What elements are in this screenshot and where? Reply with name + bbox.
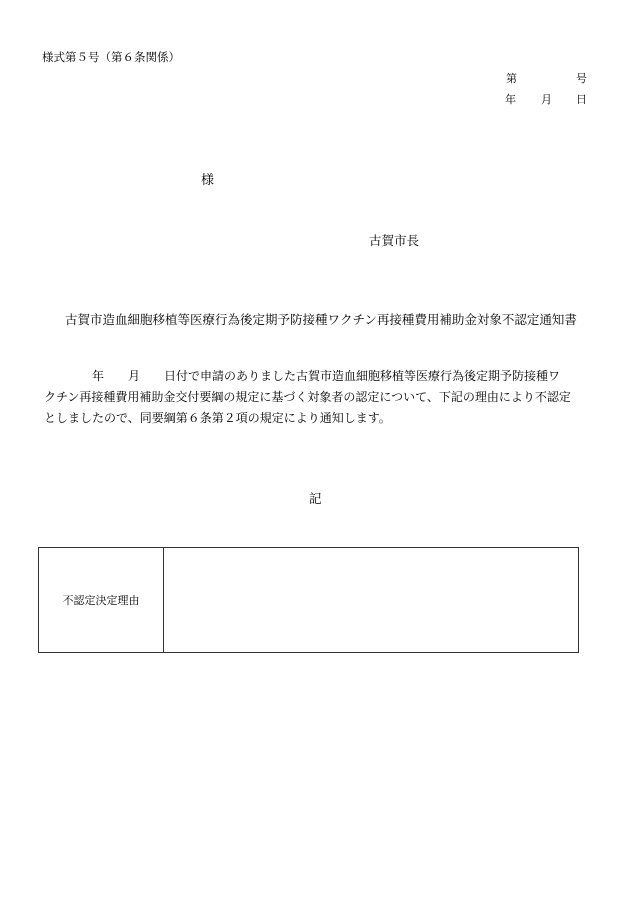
addressee-honorific: 様 (201, 173, 215, 188)
reason-label: 不認定決定理由 (62, 594, 140, 607)
reason-value-cell[interactable] (164, 548, 578, 652)
form-number-label: 様式第５号（第６条関係） (42, 50, 180, 64)
notice-body-line: クチン再接種費用補助金交付要綱の規定に基づく対象者の認定について、下記の理由により不認定 (44, 390, 571, 404)
reason-table (38, 547, 579, 653)
document-title: 古賀市造血細胞移植等医療行為後定期予防接種ワクチン再接種費用補助金対象不認定通知書 (65, 312, 577, 327)
notice-body-line: 年 月 日付で申請のありました古賀市造血細胞移植等医療行為後定期予防接種ワ (44, 369, 561, 383)
notice-body-line: としましたので、同要綱第６条第２項の規定により通知します。 (44, 411, 391, 425)
notice-body (44, 366, 592, 429)
number-suffix: 号 (576, 72, 587, 85)
issuer-name: 古賀市長 (369, 233, 420, 248)
date-month-label: 月 (541, 93, 552, 106)
date-year-label: 年 (505, 93, 516, 106)
ki-heading: 記 (309, 491, 322, 506)
date-day-label: 日 (576, 93, 587, 106)
number-prefix: 第 (506, 72, 517, 85)
reason-label-cell (39, 548, 164, 652)
